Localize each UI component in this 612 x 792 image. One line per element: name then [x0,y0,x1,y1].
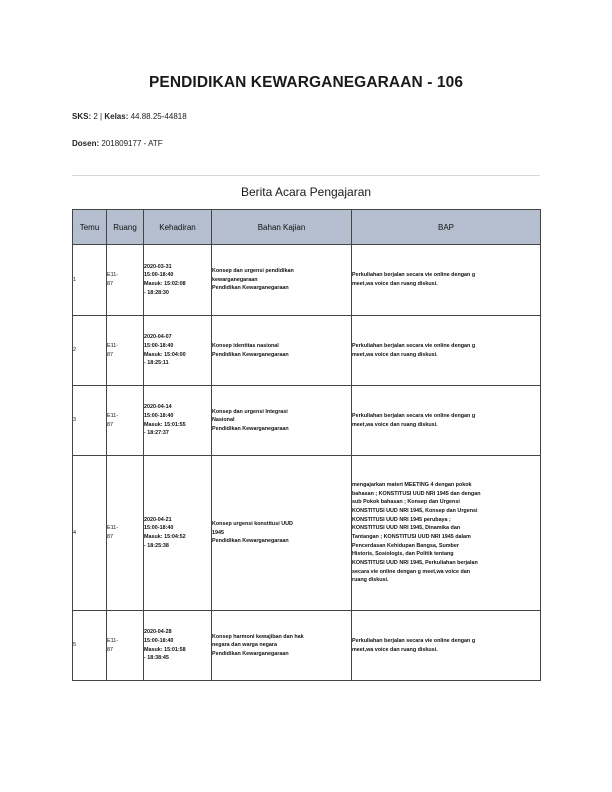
table-row [73,245,541,316]
cell-bahan-kajian: Konsep dan urgensi pendidikan kewarganegaraan Pendidikan Kewarganegaraan [212,245,352,316]
cell-temu: 1 [73,245,107,316]
table-row [73,386,541,456]
cell-bap: Perkuliahan berjalan secara vie online dengan g meet,wa voice dan ruang diskusi. [352,611,541,681]
sks-value: 2 [93,112,98,121]
separator: | [100,112,105,121]
cell-temu: 2 [73,316,107,386]
dosen-label: Dosen: [72,139,100,148]
cell-ruang: E11- 87 [107,386,144,456]
class-info [72,112,187,121]
cell-ruang: E11- 87 [107,611,144,681]
cell-bap: Perkuliahan berjalan secara vie online dengan g meet,wa voice dan ruang diskusi. [352,245,541,316]
cell-bap: Perkuliahan berjalan secara vie online dengan g meet,wa voice dan ruang diskusi. [352,316,541,386]
header-bahan-kajian: Bahan Kajian [212,210,352,245]
cell-bap: Perkuliahan berjalan secara vie online dengan g meet,wa voice dan ruang diskusi. [352,386,541,456]
cell-kehadiran: 2020-03-31 15:00-18:40 Masuk: 15:02:08 - 18:28:30 [144,245,212,316]
cell-kehadiran: 2020-04-28 15:00-18:40 Masuk: 15:01:58 - 18:38:45 [144,611,212,681]
divider [72,175,540,176]
cell-temu: 4 [73,456,107,611]
cell-ruang: E11- 87 [107,456,144,611]
kelas-label: Kelas: [104,112,129,121]
table-header-row [73,210,541,245]
kelas-value: 44.88.25-44818 [130,112,187,121]
cell-bahan-kajian: Konsep dan urgensi Integrasi Nasional Pendidikan Kewarganegaraan [212,386,352,456]
cell-temu: 5 [73,611,107,681]
lecturer-info [72,139,163,148]
header-ruang: Ruang [107,210,144,245]
header-temu: Temu [73,210,107,245]
cell-bahan-kajian: Konsep harmoni kewajiban dan hak negara dan warga negara Pendidikan Kewarganegaraan [212,611,352,681]
cell-bahan-kajian: Konsep urgensi konstitusi UUD 1945 Pendidikan Kewarganegaraan [212,456,352,611]
table-row [73,316,541,386]
table-row [73,611,541,681]
sks-label: SKS: [72,112,92,121]
section-title: Berita Acara Pengajaran [240,185,372,199]
cell-ruang: E11- 87 [107,245,144,316]
cell-bahan-kajian: Konsep identitas nasional Pendidikan Kewarganegaraan [212,316,352,386]
cell-bap: mengajarkan materi MEETING 4 dengan pokok bahasan ; KONSTITUSI UUD NRI 1945 dan dengan sub Pokok bahasan ; Konsep dan Urgensi KONSTITUSI UUD NRI 1945, Konsep dan Urgensi KONSTITUSI UUD NRI 1945 perubaya ; KONSTITUSI UUD NRI 1945, Dinamika dan Tantangan ; KONSTITUSI UUD NRI 1945 dalam Pencerdasan Kehidupan Bangsa, Sumber Historis, Sosiologis, dan Politik tentang KONSTITUSI UUD NRI 1945, Perkuliahan berjalan secara vie online dengan g meet,wa voice dan ruang diskusi. [352,456,541,611]
table-row [73,456,541,611]
cell-temu: 3 [73,386,107,456]
cell-kehadiran: 2020-04-14 15:00-18:40 Masuk: 15:01:55 - 18:27:37 [144,386,212,456]
teaching-record-table [72,209,541,681]
cell-kehadiran: 2020-04-21 15:00-18:40 Masuk: 15:04:52 - 18:25:38 [144,456,212,611]
header-kehadiran: Kehadiran [144,210,212,245]
dosen-value: 201809177 - ATF [101,139,163,148]
header-bap: BAP [352,210,541,245]
cell-ruang: E11- 87 [107,316,144,386]
cell-kehadiran: 2020-04-07 15:00-18:40 Masuk: 15:04:00 - 18:25:11 [144,316,212,386]
page-title: PENDIDIKAN KEWARGANEGARAAN - 106 [148,74,464,91]
